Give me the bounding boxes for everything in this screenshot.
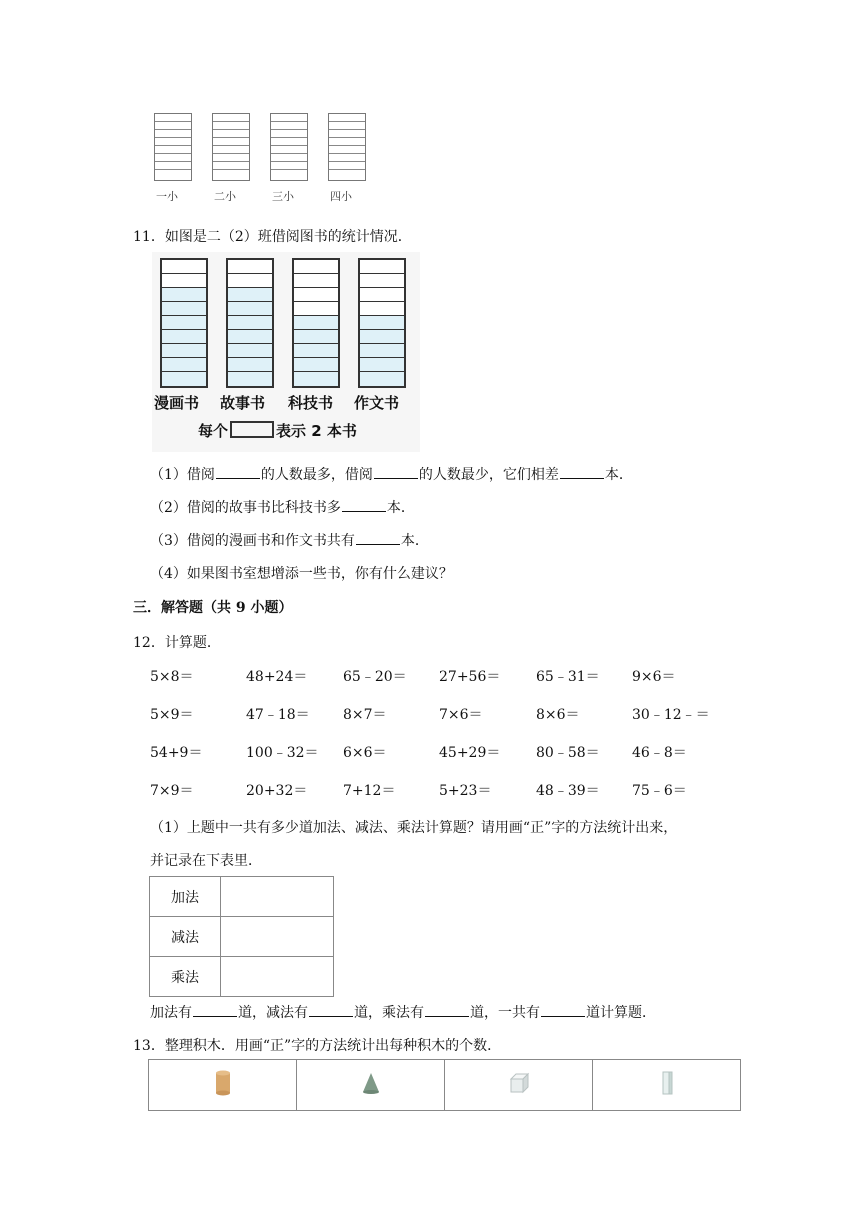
stack-cell: [271, 138, 307, 146]
chart-cell: [360, 330, 404, 344]
stack-label: 一小: [156, 190, 178, 203]
question-11-part-3: [150, 530, 429, 550]
chart-cell: [162, 372, 206, 386]
cylinder-block-icon: [213, 1069, 233, 1097]
answer-blank[interactable]: [425, 1002, 469, 1017]
calc-item: 47﹣18＝: [246, 707, 310, 723]
text: 本．: [400, 533, 429, 549]
legend-suffix: 表示 2 本书: [276, 422, 357, 440]
answer-blank[interactable]: [342, 497, 386, 512]
tally-cell[interactable]: [221, 957, 334, 997]
stack-cell: [155, 154, 191, 162]
chart-cell: [162, 288, 206, 302]
stack-label: 二小: [214, 190, 236, 203]
stack-cell: [329, 146, 365, 154]
table-label: 减法: [150, 917, 221, 957]
chart-cell: [294, 358, 338, 372]
calc-item: 75﹣6＝: [632, 783, 687, 799]
table-row: [150, 877, 334, 917]
stack-cell: [271, 162, 307, 170]
calc-item: 46﹣8＝: [632, 745, 687, 761]
calc-item: 65﹣31＝: [536, 669, 600, 685]
chart-cell: [228, 260, 272, 274]
stack-cell: [271, 170, 307, 178]
cone-block-icon: [361, 1071, 381, 1095]
calc-item: 54+9＝: [150, 745, 203, 761]
chart-cell: [228, 316, 272, 330]
stack-cell: [329, 170, 365, 178]
question-12-title: 12．计算题．: [133, 635, 221, 651]
figure-book-borrowing: [152, 252, 420, 452]
question-12-part-1-line-2: 并记录在下表里．: [150, 853, 262, 869]
stack-column: [270, 113, 308, 181]
text: （1）借阅: [150, 467, 215, 483]
chart-cell: [294, 302, 338, 316]
tally-cell[interactable]: [221, 917, 334, 957]
answer-blank[interactable]: [374, 464, 418, 479]
chart-cell: [228, 302, 272, 316]
chart-cell: [162, 344, 206, 358]
table-label: 乘法: [150, 957, 221, 997]
table-row: [150, 917, 334, 957]
stack-cell: [329, 130, 365, 138]
chart-cell: [360, 344, 404, 358]
text: （2）借阅的故事书比科技书多: [150, 500, 341, 516]
chart-cell: [294, 274, 338, 288]
calc-item: 8×6＝: [536, 707, 580, 723]
chart-cell: [360, 372, 404, 386]
chart-cell: [162, 274, 206, 288]
question-11-part-4: （4）如果图书室想增添一些书，你有什么建议？: [150, 566, 453, 582]
stack-cell: [213, 146, 249, 154]
answer-blank[interactable]: [309, 1002, 353, 1017]
question-11-part-2: [150, 497, 415, 517]
stack-cell: [155, 146, 191, 154]
block-cell[interactable]: [593, 1060, 741, 1111]
chart-cell: [162, 260, 206, 274]
stack-cell: [329, 122, 365, 130]
stack-cell: [155, 122, 191, 130]
stack-column: [154, 113, 192, 181]
stack-cell: [213, 122, 249, 130]
calc-item: 6×6＝: [343, 745, 387, 761]
calc-item: 100﹣32＝: [246, 745, 319, 761]
calc-item: 65﹣20＝: [343, 669, 407, 685]
stack-cell: [155, 162, 191, 170]
calc-item: 45+29＝: [439, 745, 501, 761]
table-row: [150, 957, 334, 997]
chart-cell: [360, 288, 404, 302]
text: 的人数最少，它们相差: [418, 467, 559, 483]
text: 道，乘法有: [354, 1005, 424, 1021]
text: 道计算题．: [586, 1005, 656, 1021]
chart-cell: [294, 372, 338, 386]
answer-blank[interactable]: [193, 1002, 237, 1017]
chart-cell: [228, 274, 272, 288]
stack-cell: [271, 114, 307, 122]
calc-item: 48﹣39＝: [536, 783, 600, 799]
text: （3）借阅的漫画书和作文书共有: [150, 533, 355, 549]
calc-item: 5×9＝: [150, 707, 194, 723]
stack-column: [212, 113, 250, 181]
chart-label: 作文书: [354, 394, 400, 412]
stack-cell: [329, 138, 365, 146]
chart-legend: [198, 420, 357, 441]
stack-cell: [155, 170, 191, 178]
chart-cell: [162, 316, 206, 330]
text: 道，一共有: [470, 1005, 540, 1021]
chart-cell: [360, 260, 404, 274]
legend-prefix: 每个: [198, 422, 229, 440]
question-11-part-1: [150, 464, 633, 484]
stack-label: 三小: [272, 190, 294, 203]
stack-cell: [213, 130, 249, 138]
calc-item: 30﹣12﹣＝: [632, 707, 710, 723]
answer-blank[interactable]: [216, 464, 260, 479]
calc-item: 7×9＝: [150, 783, 194, 799]
chart-cell: [162, 358, 206, 372]
stack-cell: [213, 154, 249, 162]
chart-cell: [360, 316, 404, 330]
block-cell[interactable]: [445, 1060, 593, 1111]
answer-blank[interactable]: [541, 1002, 585, 1017]
chart-cell: [228, 372, 272, 386]
answer-blank[interactable]: [560, 464, 604, 479]
stack-cell: [329, 114, 365, 122]
chart-cell: [294, 316, 338, 330]
answer-blank[interactable]: [356, 530, 400, 545]
chart-cell: [360, 358, 404, 372]
stack-cell: [271, 122, 307, 130]
text: 本．: [604, 467, 633, 483]
stack-column: [328, 113, 366, 181]
chart-cell: [294, 260, 338, 274]
blocks-table: [148, 1059, 741, 1111]
stack-cell: [213, 162, 249, 170]
question-13-title: 13．整理积木．用画“正”字的方法统计出每种积木的个数．: [133, 1038, 502, 1054]
chart-cell: [228, 330, 272, 344]
stack-label: 四小: [330, 190, 352, 203]
chart-label: 科技书: [288, 394, 334, 412]
calc-item: 8×7＝: [343, 707, 387, 723]
chart-cell: [228, 288, 272, 302]
calc-item: 5+23＝: [439, 783, 492, 799]
text: 道，减法有: [238, 1005, 308, 1021]
chart-column-science: [292, 258, 340, 388]
chart-cell: [294, 288, 338, 302]
calc-item: 7×6＝: [439, 707, 483, 723]
chart-cell: [360, 302, 404, 316]
text: 本．: [386, 500, 415, 516]
stack-cell: [329, 154, 365, 162]
question-12-part-1-line-1: （1）上题中一共有多少道加法、减法、乘法计算题？请用画“正”字的方法统计出来，: [150, 820, 678, 836]
calc-item: 80﹣58＝: [536, 745, 600, 761]
stack-cell: [155, 130, 191, 138]
stack-cell: [213, 114, 249, 122]
cuboid-block-icon: [660, 1069, 674, 1097]
chart-cell: [228, 344, 272, 358]
stack-cell: [213, 138, 249, 146]
chart-cell: [294, 344, 338, 358]
calc-item: 27+56＝: [439, 669, 501, 685]
chart-label: 故事书: [220, 394, 266, 412]
chart-column-comics: [160, 258, 208, 388]
stack-cell: [213, 170, 249, 178]
question-11-title: 11．如图是二（2）班借阅图书的统计情况．: [133, 229, 412, 245]
stack-cell: [271, 146, 307, 154]
stack-cell: [155, 114, 191, 122]
section-title: 三．解答题（共 9 小题）: [133, 600, 293, 616]
chart-column-stories: [226, 258, 274, 388]
cube-block-icon: [507, 1071, 531, 1095]
calc-item: 48+24＝: [246, 669, 308, 685]
chart-label: 漫画书: [154, 394, 200, 412]
stack-cell: [329, 162, 365, 170]
text: 加法有: [150, 1005, 192, 1021]
calc-item: 7+12＝: [343, 783, 396, 799]
block-cell[interactable]: [297, 1060, 445, 1111]
chart-column-essays: [358, 258, 406, 388]
chart-cell: [360, 274, 404, 288]
legend-box: [230, 421, 274, 438]
table-label: 加法: [150, 877, 221, 917]
stack-cell: [271, 130, 307, 138]
question-12-fill-line: [150, 1002, 656, 1022]
calc-item: 20+32＝: [246, 783, 308, 799]
stack-cell: [271, 154, 307, 162]
table-row: [149, 1060, 741, 1111]
chart-cell: [162, 302, 206, 316]
calc-item: 5×8＝: [150, 669, 194, 685]
stack-cell: [155, 138, 191, 146]
chart-cell: [228, 358, 272, 372]
tally-cell[interactable]: [221, 877, 334, 917]
calc-item: 9×6＝: [632, 669, 676, 685]
tally-table: [149, 876, 334, 997]
chart-cell: [294, 330, 338, 344]
chart-cell: [162, 330, 206, 344]
text: 的人数最多，借阅: [260, 467, 373, 483]
block-cell[interactable]: [149, 1060, 297, 1111]
